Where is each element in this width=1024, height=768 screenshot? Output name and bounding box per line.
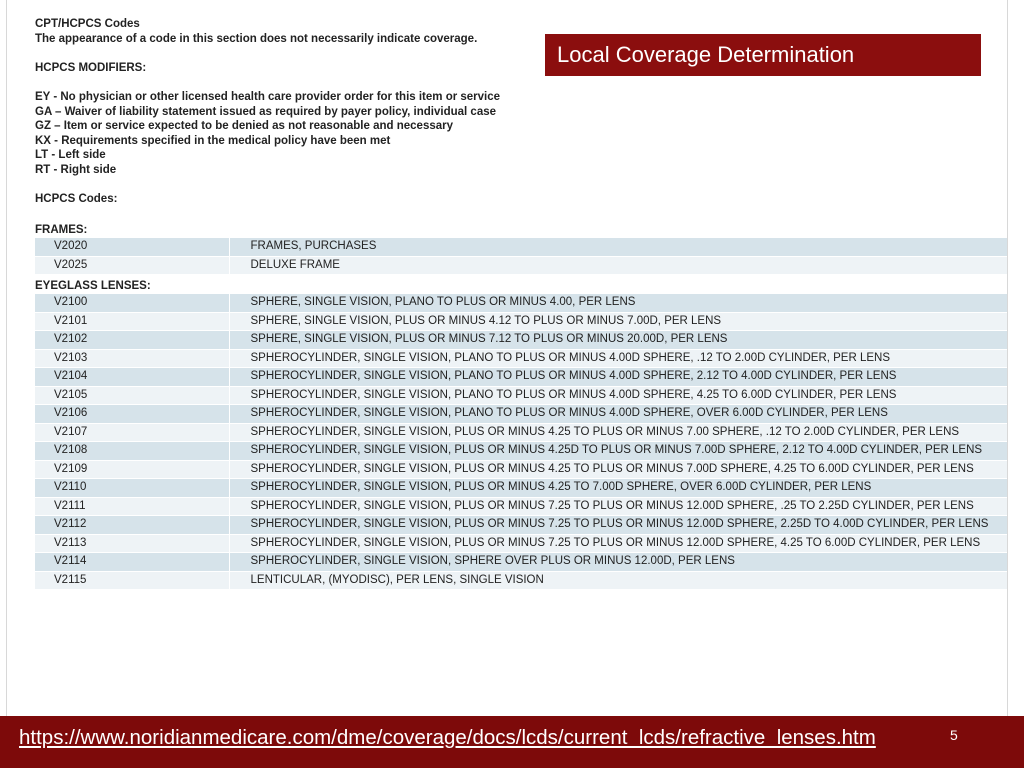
table-row xyxy=(35,460,1008,479)
section-title: CPT/HCPCS Codes xyxy=(35,18,140,30)
hcpcs-code-cell: V2101 xyxy=(35,312,229,331)
code-description-cell: SPHEROCYLINDER, SINGLE VISION, PLUS OR MINUS 7.25 TO PLUS OR MINUS 12.00D SPHERE, 2.25D TO 4.00D CYLINDER, PER LENS xyxy=(229,516,1008,535)
modifier-item: EY - No physician or other licensed health care provider order for this item or service xyxy=(35,90,501,103)
code-description-cell: SPHEROCYLINDER, SINGLE VISION, PLUS OR MINUS 7.25 TO PLUS OR MINUS 12.00D SPHERE, .25 TO 2.25D CYLINDER, PER LENS xyxy=(229,497,1008,516)
code-description-cell: SPHERE, SINGLE VISION, PLANO TO PLUS OR MINUS 4.00, PER LENS xyxy=(229,294,1008,312)
code-description-cell: SPHEROCYLINDER, SINGLE VISION, PLUS OR MINUS 4.25 TO PLUS OR MINUS 7.00 SPHERE, .12 TO 2.00D CYLINDER, PER LENS xyxy=(229,423,1008,442)
hcpcs-code-cell: V2020 xyxy=(35,238,229,256)
code-description-cell: SPHERE, SINGLE VISION, PLUS OR MINUS 4.12 TO PLUS OR MINUS 7.00D, PER LENS xyxy=(229,312,1008,331)
code-description-cell: SPHERE, SINGLE VISION, PLUS OR MINUS 7.12 TO PLUS OR MINUS 20.00D, PER LENS xyxy=(229,331,1008,350)
hcpcs-code-cell: V2114 xyxy=(35,553,229,572)
hcpcs-code-cell: V2113 xyxy=(35,534,229,553)
code-description-cell: FRAMES, PURCHASES xyxy=(229,238,1008,256)
hcpcs-code-cell: V2105 xyxy=(35,386,229,405)
hcpcs-code-cell: V2110 xyxy=(35,479,229,498)
table-row xyxy=(35,331,1008,350)
hcpcs-code-cell: V2108 xyxy=(35,442,229,461)
hcpcs-code-cell: V2107 xyxy=(35,423,229,442)
table-row xyxy=(35,553,1008,572)
hcpcs-code-cell: V2100 xyxy=(35,294,229,312)
table-row xyxy=(35,238,1008,256)
table-row xyxy=(35,423,1008,442)
eyeglass-lenses-table xyxy=(35,294,1008,590)
coverage-disclaimer: The appearance of a code in this section does not necessarily indicate coverage. xyxy=(35,32,478,45)
table-row xyxy=(35,349,1008,368)
code-description-cell: SPHEROCYLINDER, SINGLE VISION, PLANO TO PLUS OR MINUS 4.00D SPHERE, 4.25 TO 6.00D CYLINDER, PER LENS xyxy=(229,386,1008,405)
table-row xyxy=(35,405,1008,424)
table-row xyxy=(35,294,1008,312)
table-row xyxy=(35,368,1008,387)
modifier-item: RT - Right side xyxy=(35,163,117,176)
table-row xyxy=(35,479,1008,498)
modifier-item: KX - Requirements specified in the medical policy have been met xyxy=(35,134,391,147)
code-description-cell: SPHEROCYLINDER, SINGLE VISION, SPHERE OVER PLUS OR MINUS 12.00D, PER LENS xyxy=(229,553,1008,572)
document-screenshot xyxy=(6,0,1008,716)
modifier-item: GZ – Item or service expected to be denied as not reasonable and necessary xyxy=(35,120,453,133)
modifier-item: LT - Left side xyxy=(35,149,106,162)
code-description-cell: SPHEROCYLINDER, SINGLE VISION, PLANO TO PLUS OR MINUS 4.00D SPHERE, .12 TO 2.00D CYLINDER, PER LENS xyxy=(229,349,1008,368)
table-row xyxy=(35,534,1008,553)
eyeglass-lenses-label: EYEGLASS LENSES: xyxy=(35,280,151,292)
hcpcs-code-cell: V2103 xyxy=(35,349,229,368)
code-description-cell: SPHEROCYLINDER, SINGLE VISION, PLANO TO PLUS OR MINUS 4.00D SPHERE, 2.12 TO 4.00D CYLINDER, PER LENS xyxy=(229,368,1008,387)
frames-label: FRAMES: xyxy=(35,224,88,236)
frames-table xyxy=(35,238,1008,275)
hcpcs-code-cell: V2104 xyxy=(35,368,229,387)
hcpcs-code-cell: V2025 xyxy=(35,256,229,275)
codes-heading: HCPCS Codes: xyxy=(35,193,118,206)
code-description-cell: DELUXE FRAME xyxy=(229,256,1008,275)
hcpcs-code-cell: V2109 xyxy=(35,460,229,479)
slide-title-box: Local Coverage Determination xyxy=(545,34,981,76)
table-row xyxy=(35,571,1008,590)
code-description-cell: LENTICULAR, (MYODISC), PER LENS, SINGLE VISION xyxy=(229,571,1008,590)
source-url-link[interactable]: https://www.noridianmedicare.com/dme/coverage/docs/lcds/current_lcds/refractive_lenses.htm xyxy=(19,726,876,749)
code-description-cell: SPHEROCYLINDER, SINGLE VISION, PLUS OR MINUS 4.25 TO 7.00D SPHERE, OVER 6.00D CYLINDER, PER LENS xyxy=(229,479,1008,498)
table-row xyxy=(35,386,1008,405)
code-description-cell: SPHEROCYLINDER, SINGLE VISION, PLANO TO PLUS OR MINUS 4.00D SPHERE, OVER 6.00D CYLINDER, PER LENS xyxy=(229,405,1008,424)
doc-header xyxy=(35,17,595,207)
table-row xyxy=(35,516,1008,535)
hcpcs-code-cell: V2106 xyxy=(35,405,229,424)
hcpcs-code-cell: V2112 xyxy=(35,516,229,535)
modifier-item: GA – Waiver of liability statement issued as required by payer policy, individual case xyxy=(35,105,497,118)
table-row xyxy=(35,256,1008,275)
hcpcs-code-cell: V2115 xyxy=(35,571,229,590)
table-row xyxy=(35,312,1008,331)
modifiers-heading: HCPCS MODIFIERS: xyxy=(35,61,147,74)
table-row xyxy=(35,442,1008,461)
code-description-cell: SPHEROCYLINDER, SINGLE VISION, PLUS OR MINUS 7.25 TO PLUS OR MINUS 12.00D SPHERE, 4.25 TO 6.00D CYLINDER, PER LENS xyxy=(229,534,1008,553)
page-number: 5 xyxy=(950,727,958,743)
code-description-cell: SPHEROCYLINDER, SINGLE VISION, PLUS OR MINUS 4.25D TO PLUS OR MINUS 7.00D SPHERE, 2.12 TO 4.00D CYLINDER, PER LENS xyxy=(229,442,1008,461)
hcpcs-code-cell: V2102 xyxy=(35,331,229,350)
hcpcs-code-cell: V2111 xyxy=(35,497,229,516)
table-row xyxy=(35,497,1008,516)
code-description-cell: SPHEROCYLINDER, SINGLE VISION, PLUS OR MINUS 4.25 TO PLUS OR MINUS 7.00D SPHERE, 4.25 TO 6.00D CYLINDER, PER LENS xyxy=(229,460,1008,479)
